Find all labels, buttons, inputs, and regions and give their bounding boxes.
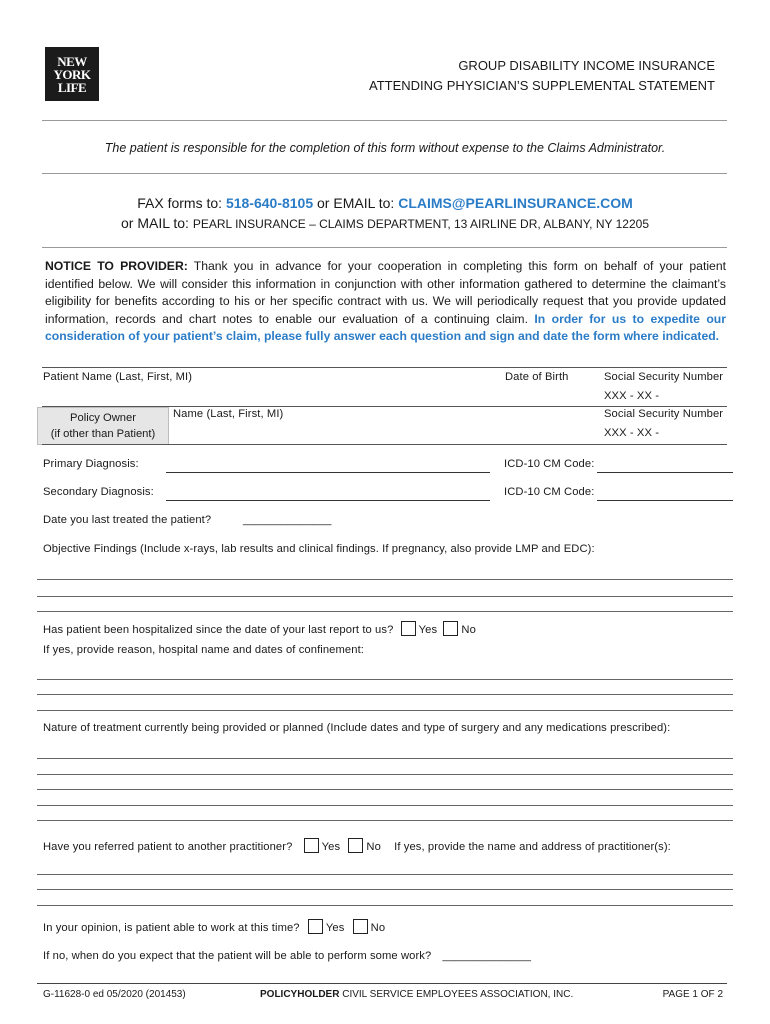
hospitalized-yes-checkbox[interactable]	[401, 621, 416, 636]
able-to-work-question	[43, 919, 385, 934]
fax-number[interactable]: 518-640-8105	[225, 195, 314, 211]
able-to-work-yes-checkbox[interactable]	[308, 919, 323, 934]
hospitalized-question	[43, 621, 476, 636]
policy-owner-label: Policy Owner	[70, 412, 136, 424]
referred-question-text: Have you referred patient to another practitioner?	[43, 841, 293, 853]
email-prefix: or EMAIL to:	[313, 195, 399, 211]
secondary-diagnosis-field[interactable]	[166, 500, 490, 501]
objective-findings-line[interactable]	[37, 596, 733, 597]
divider	[42, 247, 727, 248]
treatment-line[interactable]	[37, 805, 733, 806]
owner-ssn-label: Social Security Number	[604, 408, 724, 420]
referred-details-line[interactable]	[37, 889, 733, 890]
referred-question	[43, 838, 671, 853]
hospitalized-no-checkbox[interactable]	[443, 621, 458, 636]
objective-findings-line[interactable]	[37, 579, 733, 580]
divider	[42, 367, 727, 368]
notice-to-provider	[45, 258, 726, 346]
referred-no-checkbox[interactable]	[348, 838, 363, 853]
ssn-label: Social Security Number	[604, 371, 724, 383]
yes-label: Yes	[325, 922, 345, 934]
divider	[42, 444, 727, 445]
referred-details-line[interactable]	[37, 905, 733, 906]
hospital-details-line[interactable]	[37, 679, 733, 680]
hospital-details-label: If yes, provide reason, hospital name and dates of confinement:	[43, 644, 364, 656]
treatment-nature-label: Nature of treatment currently being provided or planned (Include dates and type of surgery and any medications prescribed):	[43, 722, 671, 734]
able-to-work-no-checkbox[interactable]	[353, 919, 368, 934]
last-treated-field[interactable]: ______________	[243, 514, 332, 526]
form-title-line-2: ATTENDING PHYSICIAN’S SUPPLEMENTAL STATEMENT	[369, 78, 715, 93]
secondary-diagnosis-label: Secondary Diagnosis:	[43, 486, 154, 498]
policy-owner-sublabel: (if other than Patient)	[50, 428, 156, 440]
last-treated-label: Date you last treated the patient?	[43, 514, 212, 526]
form-id: G-11628-0 ed 05/2020 (201453)	[43, 989, 186, 1000]
ssn-mask[interactable]: XXX - XX -	[604, 390, 660, 402]
mail-address: PEARL INSURANCE – CLAIMS DEPARTMENT, 13 AIRLINE DR, ALBANY, NY 12205	[192, 217, 650, 231]
no-label: No	[461, 624, 476, 636]
divider	[42, 173, 727, 174]
icd-code-2-field[interactable]	[597, 500, 733, 501]
divider	[42, 120, 727, 121]
objective-findings-label: Objective Findings (Include x-rays, lab results and clinical findings. If pregnancy, also provide LMP and EDC):	[43, 543, 595, 555]
hospitalized-question-text: Has patient been hospitalized since the date of your last report to us?	[43, 624, 394, 636]
new-york-life-logo	[45, 47, 99, 101]
referred-yes-checkbox[interactable]	[304, 838, 319, 853]
policy-owner-box	[37, 407, 169, 445]
treatment-line[interactable]	[37, 789, 733, 790]
notice-body: Thank you in advance for your cooperation in completing this form on behalf of your patient identified below. We will consider this information in conjunction with other information gathered to determine the claimant’s eligibility for benefits according to his or her specific contract with us. We will periodically request that you provide updated information, records and chart notes to enable our evaluation of a continuing claim.	[45, 259, 726, 326]
page-number: PAGE 1 OF 2	[662, 989, 723, 1000]
icd-code-1-field[interactable]	[597, 472, 733, 473]
divider	[42, 406, 727, 407]
objective-findings-line[interactable]	[37, 611, 733, 612]
footer-divider	[37, 983, 727, 984]
policyholder-name: CIVIL SERVICE EMPLOYEES ASSOCIATION, INC.	[339, 989, 574, 1000]
treatment-line[interactable]	[37, 774, 733, 775]
form-title-line-1: GROUP DISABILITY INCOME INSURANCE	[458, 58, 715, 73]
owner-ssn-mask[interactable]: XXX - XX -	[604, 427, 660, 439]
responsibility-note: The patient is responsible for the completion of this form without expense to the Claims Administrator.	[104, 141, 666, 155]
logo-line-1: NEW	[57, 53, 87, 69]
mail-line	[0, 215, 770, 231]
patient-name-label: Patient Name (Last, First, MI)	[43, 371, 193, 383]
primary-diagnosis-field[interactable]	[166, 472, 490, 473]
work-when-question	[43, 950, 531, 962]
logo-line-2: YORK	[53, 66, 91, 82]
logo-line-3: LIFE	[57, 79, 87, 95]
referred-details-line[interactable]	[37, 874, 733, 875]
hospital-details-line[interactable]	[37, 710, 733, 711]
no-label: No	[366, 841, 381, 853]
policyholder	[260, 989, 573, 1000]
notice-highlight: In order for us to expedite our consideration of your patient’s claim, please fully answer each question and sign and date the form where indicated.	[45, 311, 726, 343]
fax-email-line	[0, 195, 770, 211]
primary-diagnosis-label: Primary Diagnosis:	[43, 458, 139, 470]
notice-title: NOTICE TO PROVIDER:	[45, 259, 188, 273]
work-when-field[interactable]: ______________	[442, 950, 532, 962]
yes-label: Yes	[418, 624, 438, 636]
treatment-line[interactable]	[37, 820, 733, 821]
fax-prefix: FAX forms to:	[137, 195, 226, 211]
icd-code-2-label: ICD-10 CM Code:	[504, 486, 595, 498]
email-link[interactable]: CLAIMS@PEARLINSURANCE.COM	[398, 195, 633, 211]
yes-label: Yes	[321, 841, 341, 853]
hospital-details-line[interactable]	[37, 694, 733, 695]
owner-name-label: Name (Last, First, MI)	[173, 408, 284, 420]
work-when-text: If no, when do you expect that the patient will be able to perform some work?	[43, 950, 432, 962]
treatment-line[interactable]	[37, 758, 733, 759]
mail-prefix: or MAIL to:	[120, 215, 193, 231]
no-label: No	[370, 922, 386, 934]
date-of-birth-label: Date of Birth	[505, 371, 569, 383]
policyholder-label: POLICYHOLDER	[260, 989, 340, 1000]
icd-code-1-label: ICD-10 CM Code:	[504, 458, 595, 470]
able-to-work-text: In your opinion, is patient able to work at this time?	[43, 922, 300, 934]
referred-details-label: If yes, provide the name and address of practitioner(s):	[394, 841, 671, 853]
